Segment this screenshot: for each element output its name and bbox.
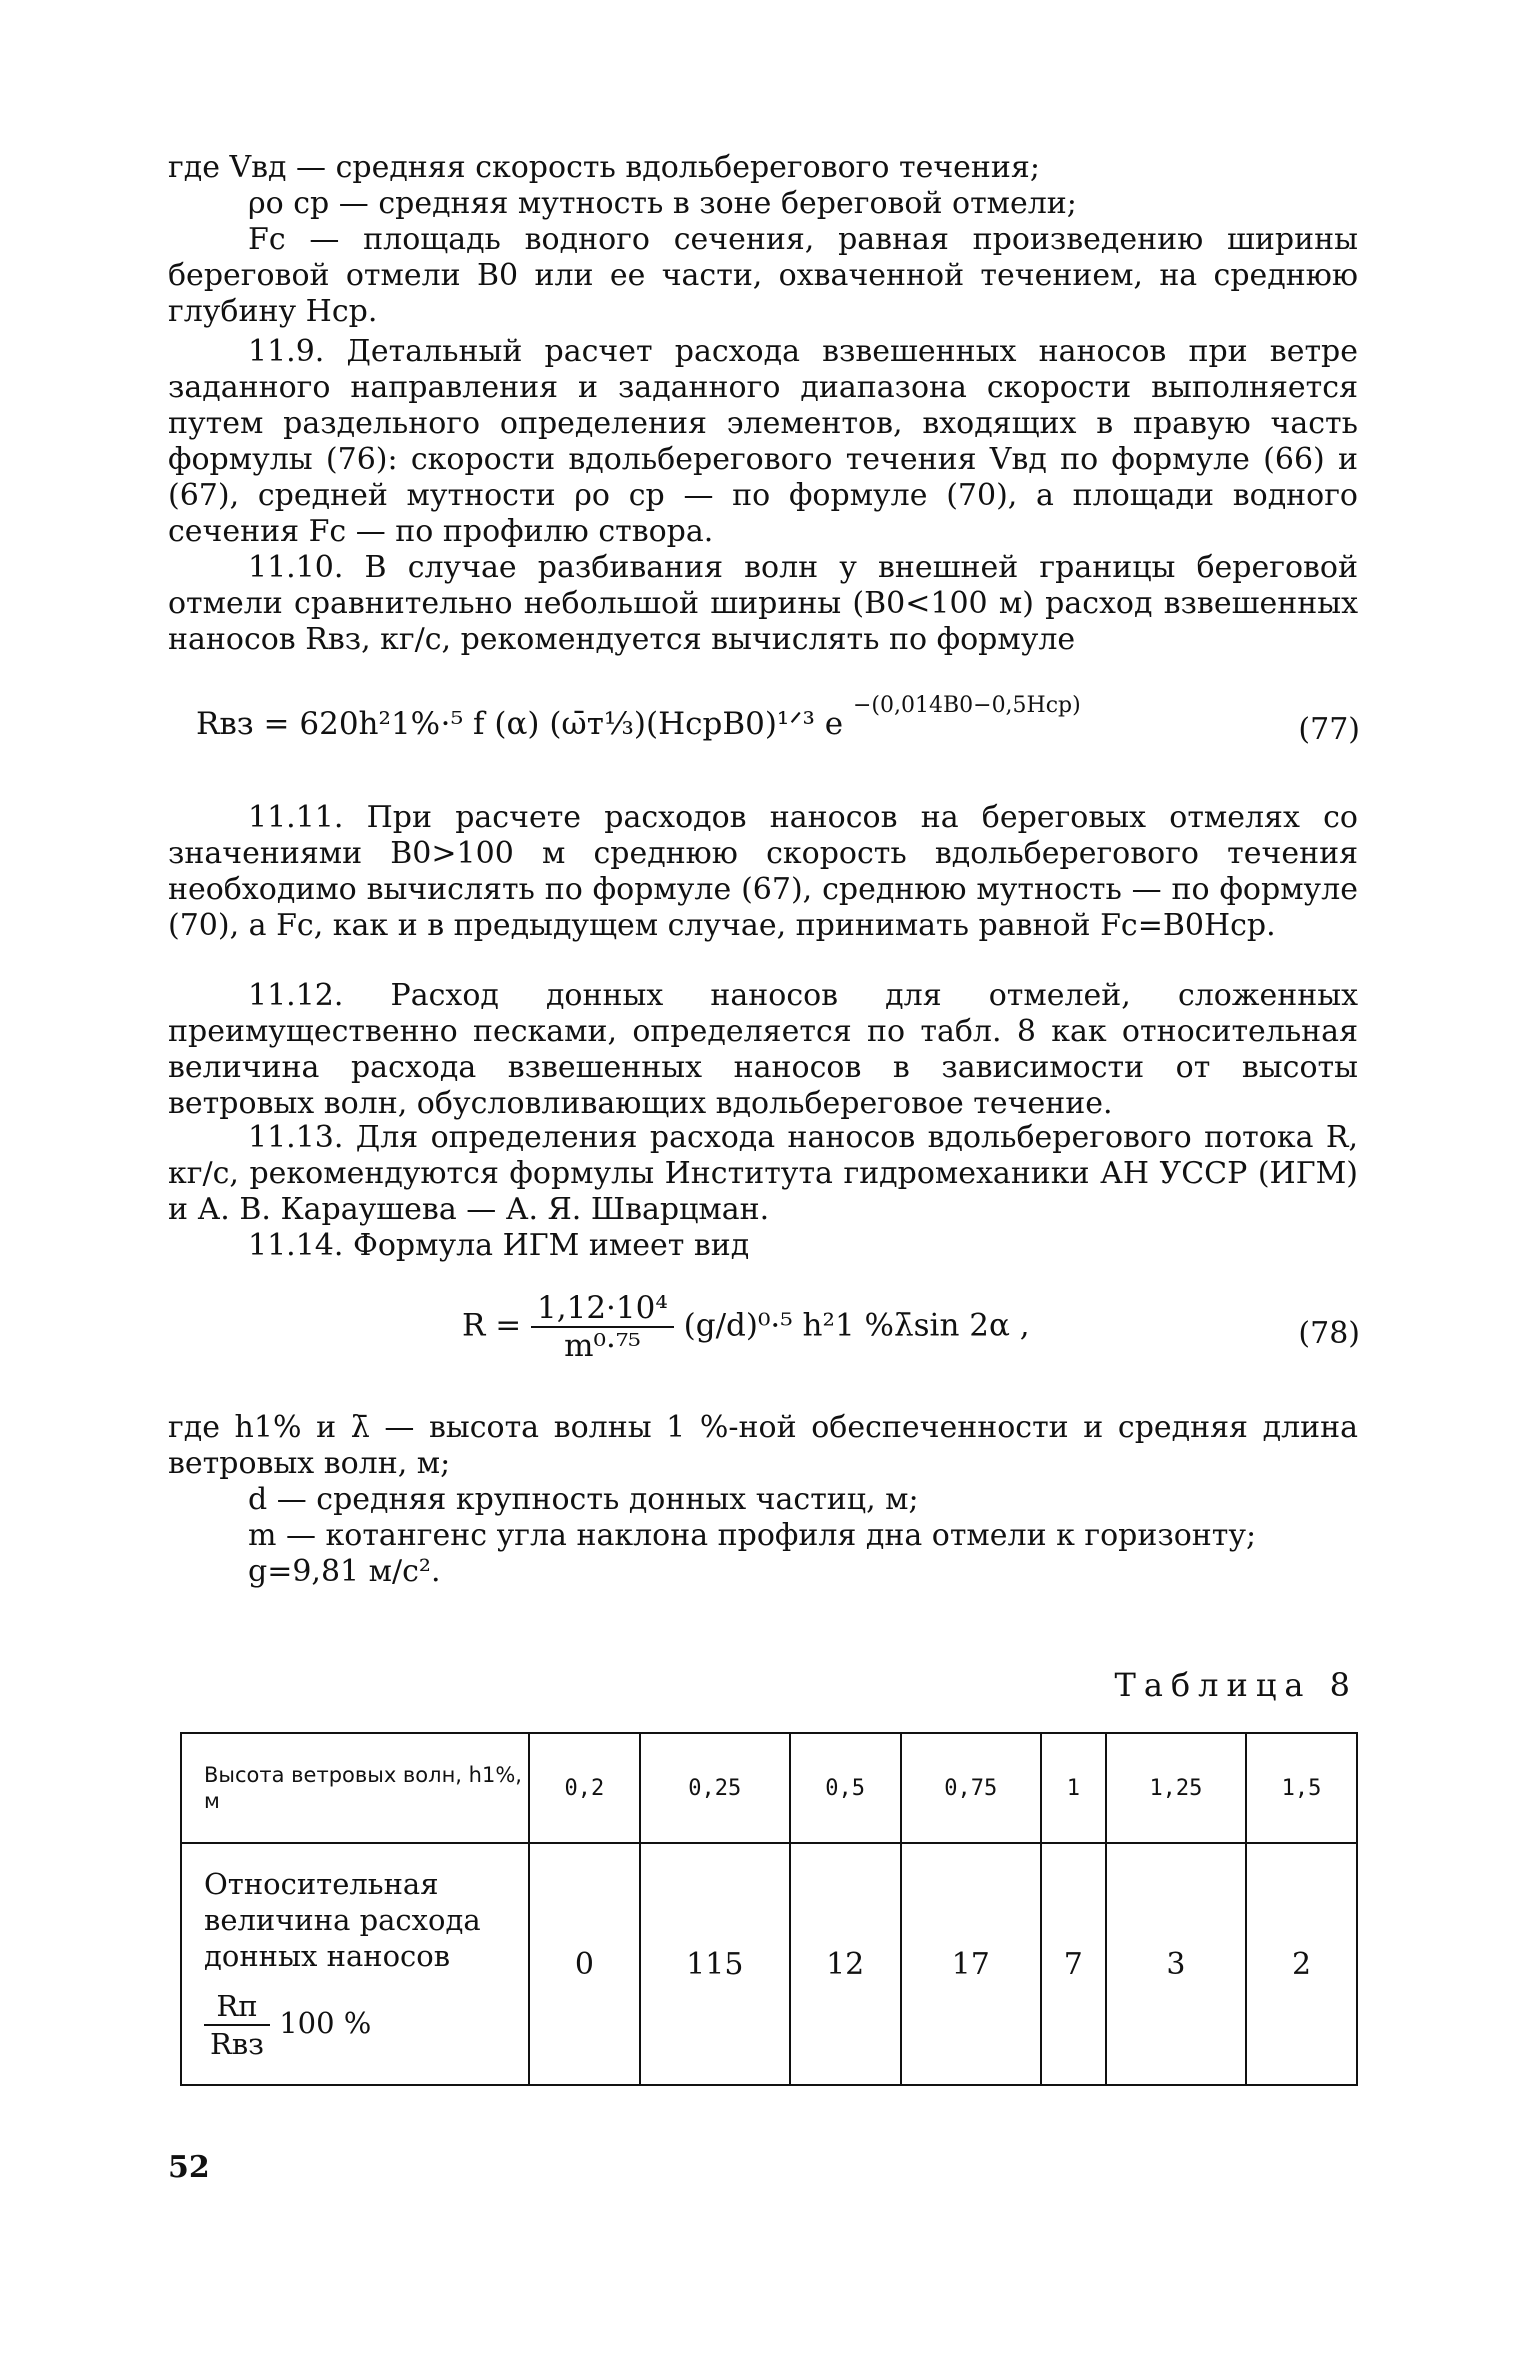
formula-78-numerator: 1,12·10⁴ — [531, 1290, 674, 1328]
table-cell: 1 — [1041, 1733, 1106, 1843]
table-cell: 7 — [1041, 1843, 1106, 2085]
table-cell: 0,25 — [640, 1733, 790, 1843]
formula-78-paren: (g/d)⁰·⁵ — [683, 1307, 793, 1344]
table-cell: 17 — [901, 1843, 1041, 2085]
ratio-fraction — [204, 1988, 270, 2062]
formula-78-fraction — [531, 1290, 674, 1364]
table-cell: 0,75 — [901, 1733, 1041, 1843]
ratio-numerator: Rп — [204, 1988, 270, 2026]
table-row — [181, 1843, 1357, 2085]
def-turbidity: ρо ср — средняя мутность в зоне береговой отмели; — [248, 186, 1077, 221]
paragraph-11-13: 11.13. Для определения расхода наносов вдольберегового потока R, кг/с, рекомендуются формулы Института гидромеханики АН УССР (ИГМ) и А. В. Караушева — А. Я. Шварцман. — [168, 1120, 1358, 1227]
definitions-top — [168, 150, 1358, 330]
def-particle-size: d — средняя крупность донных частиц, м; — [248, 1482, 919, 1517]
formula-78-denominator: m⁰·⁷⁵ — [564, 1328, 641, 1364]
table-row — [181, 1733, 1357, 1843]
equation-number-78: (78) — [1298, 1316, 1360, 1351]
formula-77 — [196, 693, 1081, 742]
formula-78-tail: h²1 %λ̄sin 2α , — [802, 1307, 1030, 1344]
row1-header: Высота ветровых волн, h1%, м — [181, 1733, 529, 1843]
def-slope: m — котангенс угла наклона профиля дна отмели к горизонту; — [248, 1518, 1257, 1553]
def-area: Fс — площадь водного сечения, равная произведению ширины береговой отмели B0 или ее части, охваченной течением, на среднюю глубину Hср. — [168, 222, 1358, 329]
table-cell: 0,2 — [529, 1733, 640, 1843]
table-caption: Таблица 8 — [1114, 1666, 1358, 1704]
definitions-bottom — [168, 1410, 1358, 1590]
equation-number-77: (77) — [1298, 712, 1360, 747]
row2-header-text: Относительная величина расхода донных наносов — [204, 1867, 481, 1973]
ratio-suffix: 100 % — [279, 2006, 372, 2040]
def-velocity: где Vвд — средняя скорость вдольберегового течения; — [168, 150, 1040, 185]
table-cell: 1,25 — [1106, 1733, 1246, 1843]
row2-header — [181, 1843, 529, 2085]
page-number: 52 — [168, 2150, 210, 2185]
formula-78-lhs: R = — [462, 1307, 522, 1344]
def-gravity: g=9,81 м/с². — [248, 1554, 441, 1589]
paragraph-11-14: 11.14. Формула ИГМ имеет вид — [248, 1228, 750, 1263]
table-cell: 1,5 — [1246, 1733, 1357, 1843]
ratio-formula — [204, 1988, 524, 2062]
formula-78 — [462, 1290, 1030, 1364]
formula-77-body: Rвз = 620h²1%⋅⁵ f (α) (ω̄т⅓)(HсрB0)¹ᐟ³ e — [196, 706, 844, 742]
table-cell: 12 — [790, 1843, 901, 2085]
paragraph-11-12: 11.12. Расход донных наносов для отмелей, сложенных преимущественно песками, определяется по табл. 8 как относительная величина расхода взвешенных наносов в зависимости от высоты ветровых волн, обусловливающих вдольбереговое течение. — [168, 978, 1358, 1121]
data-table — [180, 1732, 1358, 2086]
paragraph-11-9: 11.9. Детальный расчет расхода взвешенных наносов при ветре заданного направления и заданного диапазона скорости выполняется путем раздельного определения элементов, входящих в правую часть формулы (76): скорости вдольберегового течения Vвд по формуле (66) и (67), средней мутности ρо ср — по формуле (70), а площади водного сечения Fс — по профилю створа. — [168, 334, 1358, 549]
table-cell: 3 — [1106, 1843, 1246, 2085]
table-cell: 0,5 — [790, 1733, 901, 1843]
def-wave-height: где h1% и λ̄ — высота волны 1 %-ной обеспеченности и средняя длина ветровых волн, м; — [168, 1410, 1358, 1481]
table-cell: 2 — [1246, 1843, 1357, 2085]
table-cell: 115 — [640, 1843, 790, 2085]
ratio-denominator: Rвз — [210, 2027, 264, 2061]
paragraph-11-10: 11.10. В случае разбивания волн у внешней границы береговой отмели сравнительно небольшой ширины (B0<100 м) расход взвешенных наносов Rвз, кг/с, рекомендуется вычислять по формуле — [168, 550, 1358, 657]
paragraph-11-11: 11.11. При расчете расходов наносов на береговых отмелях со значениями B0>100 м среднюю скорость вдольберегового течения необходимо вычислять по формуле (67), среднюю мутность — по формуле (70), а Fс, как и в предыдущем случае, принимать равной Fс=B0Hср. — [168, 800, 1358, 943]
table-cell: 0 — [529, 1843, 640, 2085]
formula-77-exponent: −(0,014B0−0,5Hср) — [852, 693, 1081, 718]
